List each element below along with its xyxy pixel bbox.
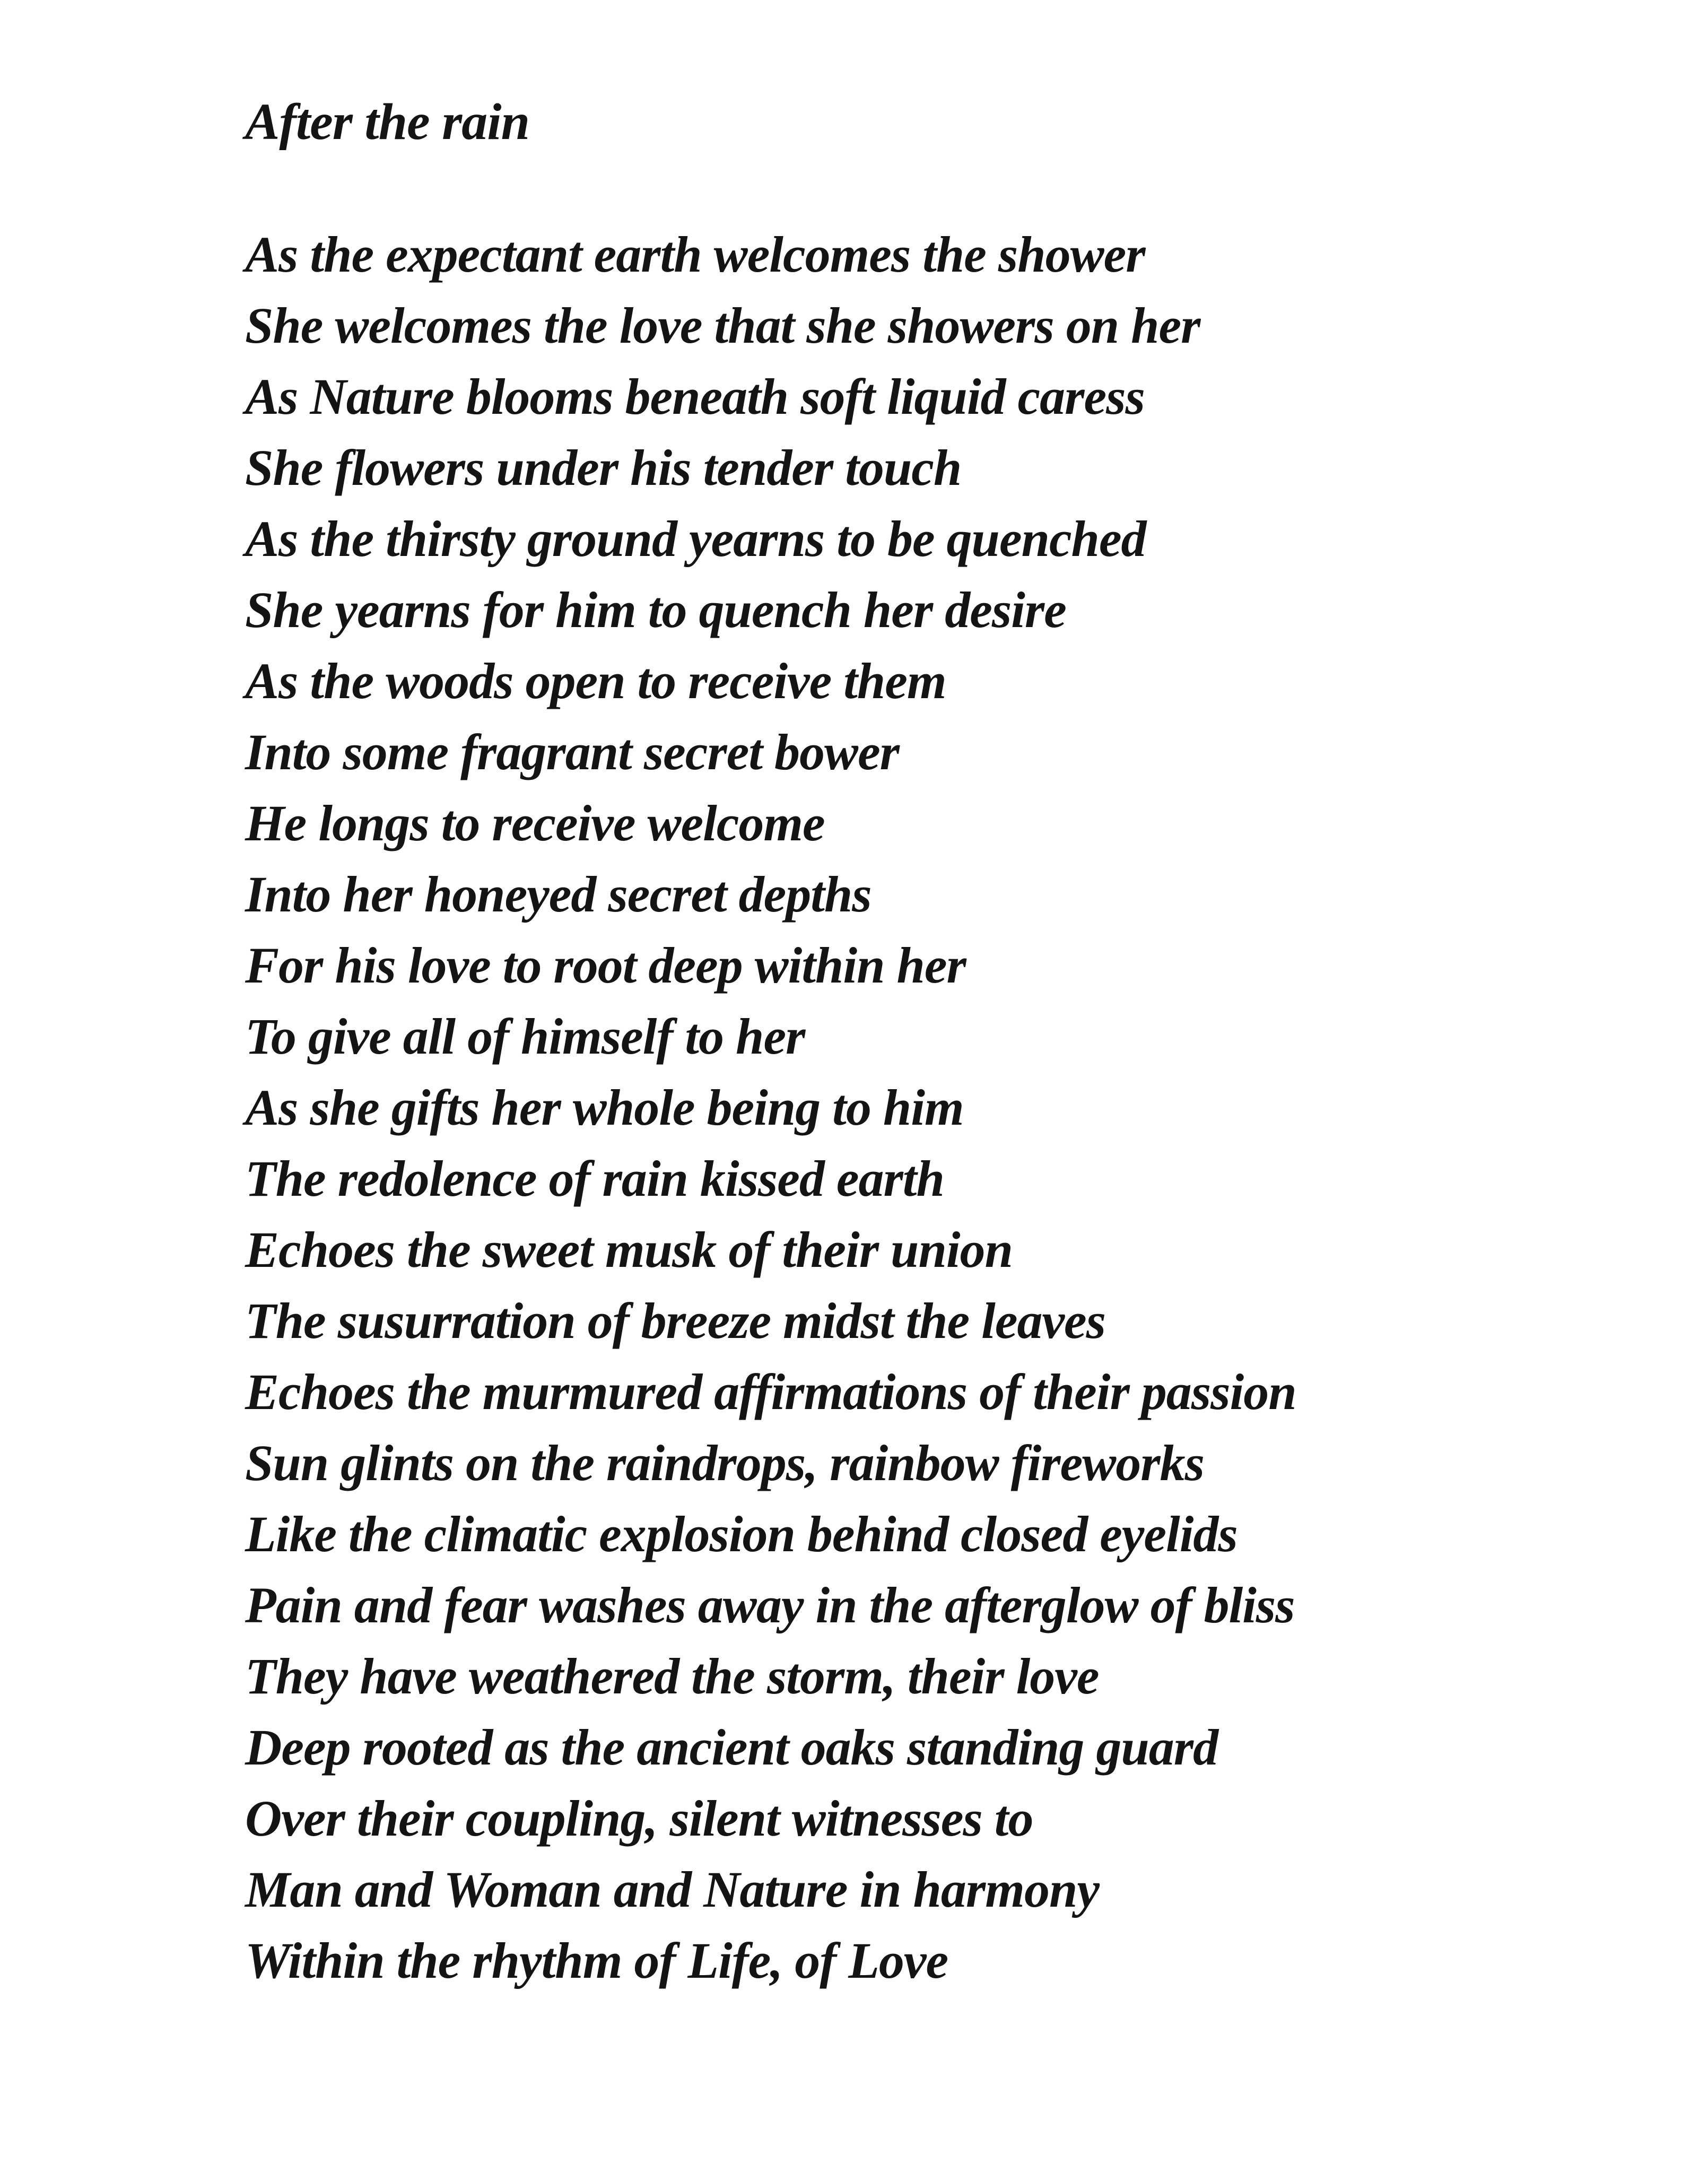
- poem-line: As she gifts her whole being to him: [245, 1079, 964, 1136]
- poem-line: As Nature blooms beneath soft liquid caress: [245, 368, 1145, 425]
- poem-line: As the expectant earth welcomes the shower: [245, 226, 1145, 283]
- poem-line: Pain and fear washes away in the afterglow of bliss: [245, 1577, 1295, 1633]
- poem-line: Echoes the sweet musk of their union: [245, 1221, 1013, 1278]
- poem-line: As the woods open to receive them: [245, 653, 946, 709]
- poem-line: The redolence of rain kissed earth: [245, 1150, 944, 1207]
- poem-line: Into her honeyed secret depths: [245, 866, 872, 923]
- poem-line: Into some fragrant secret bower: [245, 724, 900, 780]
- poem-line: Man and Woman and Nature in harmony: [245, 1861, 1099, 1918]
- poem-line: Deep rooted as the ancient oaks standing guard: [245, 1719, 1218, 1776]
- poem-line: He longs to receive welcome: [245, 795, 825, 851]
- poem-line: As the thirsty ground yearns to be quenched: [245, 510, 1146, 567]
- poem-line: The susurration of breeze midst the leaves: [245, 1292, 1106, 1349]
- poem-line: She welcomes the love that she showers on her: [245, 297, 1200, 354]
- poem-line: Over their coupling, silent witnesses to: [245, 1790, 1033, 1847]
- poem-line: Echoes the murmured affirmations of their passion: [245, 1363, 1296, 1420]
- poem-line: They have weathered the storm, their love: [245, 1648, 1099, 1705]
- poem-line: To give all of himself to her: [245, 1008, 805, 1065]
- poem-line: Like the climatic explosion behind closed eyelids: [245, 1506, 1238, 1562]
- poem-line: Within the rhythm of Life, of Love: [245, 1932, 948, 1989]
- poem-line: She yearns for him to quench her desire: [245, 581, 1066, 638]
- poem-title: After the rain: [245, 93, 529, 151]
- poem-line: She flowers under his tender touch: [245, 439, 962, 496]
- poem-line: Sun glints on the raindrops, rainbow fireworks: [245, 1435, 1204, 1491]
- poem-line: For his love to root deep within her: [245, 937, 966, 994]
